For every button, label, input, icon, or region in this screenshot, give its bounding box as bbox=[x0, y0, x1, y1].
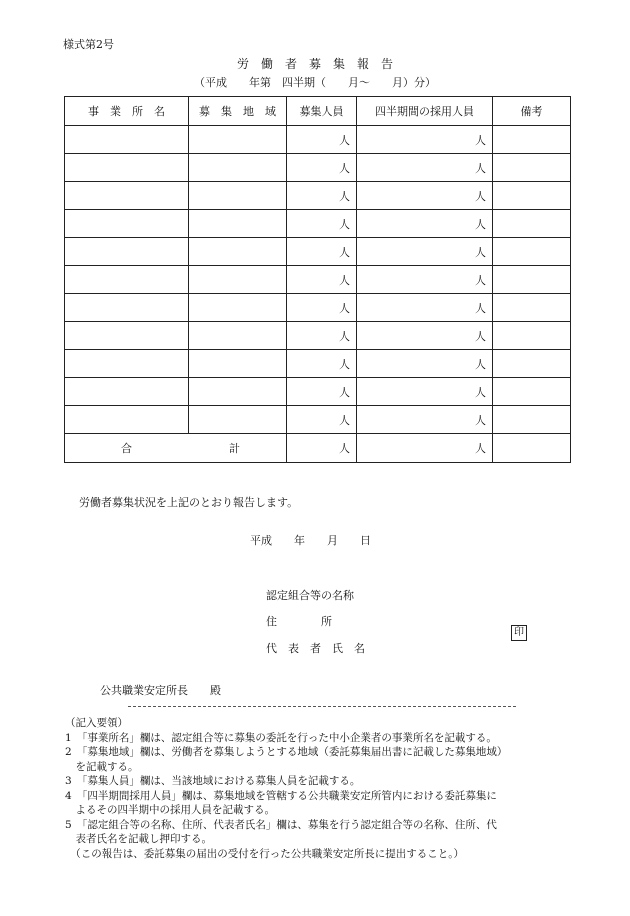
table-row bbox=[65, 322, 571, 350]
remarks-cell[interactable] bbox=[493, 126, 571, 154]
instruction-line: 3 「募集人員」欄は、当該地域における募集人員を記載する。 bbox=[65, 775, 361, 787]
table-row bbox=[65, 154, 571, 182]
hired-cell[interactable]: 人 bbox=[357, 210, 493, 238]
remarks-cell[interactable] bbox=[493, 294, 571, 322]
table-row bbox=[65, 378, 571, 406]
representative-label: 代 表 者 氏 名 bbox=[266, 642, 365, 655]
area-cell[interactable] bbox=[189, 266, 287, 294]
seal-mark: 印 bbox=[511, 625, 527, 641]
remarks-cell[interactable] bbox=[493, 210, 571, 238]
hired-cell[interactable]: 人 bbox=[357, 266, 493, 294]
office-cell[interactable] bbox=[65, 378, 189, 406]
remarks-cell[interactable] bbox=[493, 182, 571, 210]
area-cell[interactable] bbox=[189, 406, 287, 434]
hired-cell[interactable]: 人 bbox=[357, 294, 493, 322]
table-row bbox=[65, 266, 571, 294]
hired-cell[interactable]: 人 bbox=[357, 322, 493, 350]
total-label-cell bbox=[65, 434, 287, 463]
remarks-cell[interactable] bbox=[493, 238, 571, 266]
area-cell[interactable] bbox=[189, 294, 287, 322]
dashed-divider bbox=[128, 706, 516, 707]
total-label-left: 合 bbox=[121, 442, 132, 455]
office-cell[interactable] bbox=[65, 126, 189, 154]
instruction-line: 1 「事業所名」欄は、認定組合等に募集の委託を行った中小企業者の事業所名を記載する。 bbox=[65, 731, 497, 744]
area-cell[interactable] bbox=[189, 182, 287, 210]
report-statement: 労働者募集状況を上記のとおり報告します。 bbox=[79, 496, 299, 509]
instruction-line: 5 「認定組合等の名称、住所、代表者氏名」欄は、募集を行う認定組合等の名称、住所、代 bbox=[65, 818, 497, 831]
area-cell[interactable] bbox=[189, 154, 287, 182]
table-row bbox=[65, 210, 571, 238]
recruits-cell[interactable]: 人 bbox=[287, 406, 357, 434]
office-cell[interactable] bbox=[65, 182, 189, 210]
table-row bbox=[65, 350, 571, 378]
office-cell[interactable] bbox=[65, 406, 189, 434]
hired-cell[interactable]: 人 bbox=[357, 126, 493, 154]
table-row bbox=[65, 182, 571, 210]
remarks-cell[interactable] bbox=[493, 266, 571, 294]
office-cell[interactable] bbox=[65, 322, 189, 350]
document-title: 労 働 者 募 集 報 告 bbox=[236, 57, 393, 71]
hired-cell[interactable]: 人 bbox=[357, 350, 493, 378]
col-header-hired: 四半期間の採用人員 bbox=[357, 97, 493, 126]
instruction-line: よるその四半期中の採用人員を記載する。 bbox=[65, 804, 275, 816]
total-label-right: 計 bbox=[229, 442, 240, 455]
address-label: 住 所 bbox=[266, 615, 332, 628]
form-number: 様式第2号 bbox=[63, 38, 114, 51]
addressee: 公共職業安定所長 殿 bbox=[100, 684, 221, 697]
instruction-line: （記入要領） bbox=[65, 717, 128, 729]
col-header-office: 事 業 所 名 bbox=[65, 97, 189, 126]
area-cell[interactable] bbox=[189, 350, 287, 378]
table-row bbox=[65, 294, 571, 322]
instruction-line: 2 「募集地域」欄は、労働者を募集しようとする地域（委託募集届出書に記載した募集地域） bbox=[65, 746, 508, 758]
area-cell[interactable] bbox=[189, 322, 287, 350]
recruits-cell[interactable]: 人 bbox=[287, 238, 357, 266]
instructions bbox=[65, 716, 507, 861]
remarks-cell[interactable] bbox=[493, 406, 571, 434]
table-row bbox=[65, 238, 571, 266]
hired-cell[interactable]: 人 bbox=[357, 406, 493, 434]
date-line: 平成 年 月 日 bbox=[250, 534, 371, 547]
remarks-cell[interactable] bbox=[493, 322, 571, 350]
remarks-cell[interactable] bbox=[493, 378, 571, 406]
area-cell[interactable] bbox=[189, 238, 287, 266]
recruits-cell[interactable]: 人 bbox=[287, 322, 357, 350]
org-name-label: 認定組合等の名称 bbox=[266, 589, 354, 602]
col-header-recruits: 募集人員 bbox=[287, 97, 357, 126]
office-cell[interactable] bbox=[65, 210, 189, 238]
col-header-area: 募 集 地 域 bbox=[189, 97, 287, 126]
office-cell[interactable] bbox=[65, 294, 189, 322]
hired-cell[interactable]: 人 bbox=[357, 238, 493, 266]
remarks-cell[interactable] bbox=[493, 154, 571, 182]
office-cell[interactable] bbox=[65, 266, 189, 294]
recruits-cell[interactable]: 人 bbox=[287, 266, 357, 294]
col-header-remarks: 備考 bbox=[493, 97, 571, 126]
recruits-cell[interactable]: 人 bbox=[287, 126, 357, 154]
recruits-cell[interactable]: 人 bbox=[287, 350, 357, 378]
hired-cell[interactable]: 人 bbox=[357, 378, 493, 406]
office-cell[interactable] bbox=[65, 350, 189, 378]
recruits-cell[interactable]: 人 bbox=[287, 154, 357, 182]
recruitment-table bbox=[64, 96, 571, 463]
instruction-line: （この報告は、委託募集の届出の受付を行った公共職業安定所長に提出すること。） bbox=[65, 847, 464, 860]
remarks-cell[interactable] bbox=[493, 350, 571, 378]
office-cell[interactable] bbox=[65, 238, 189, 266]
total-row bbox=[65, 434, 571, 463]
instruction-line: 表者氏名を記載し押印する。 bbox=[65, 833, 212, 845]
total-remarks-cell[interactable] bbox=[493, 434, 571, 463]
recruits-cell[interactable]: 人 bbox=[287, 182, 357, 210]
office-cell[interactable] bbox=[65, 154, 189, 182]
table-row bbox=[65, 406, 571, 434]
recruits-cell[interactable]: 人 bbox=[287, 210, 357, 238]
instruction-line: を記載する。 bbox=[65, 760, 139, 773]
table-row bbox=[65, 126, 571, 154]
document-subtitle: （平成 年第 四半期（ 月～ 月）分） bbox=[194, 76, 436, 89]
total-hired-cell[interactable]: 人 bbox=[357, 434, 493, 463]
hired-cell[interactable]: 人 bbox=[357, 154, 493, 182]
hired-cell[interactable]: 人 bbox=[357, 182, 493, 210]
total-recruits-cell[interactable]: 人 bbox=[287, 434, 357, 463]
area-cell[interactable] bbox=[189, 378, 287, 406]
area-cell[interactable] bbox=[189, 210, 287, 238]
instruction-line: 4 「四半期間採用人員」欄は、募集地域を管轄する公共職業安定所管内における委託募集に bbox=[65, 789, 497, 802]
area-cell[interactable] bbox=[189, 126, 287, 154]
table-header-row bbox=[65, 97, 571, 126]
recruits-cell[interactable]: 人 bbox=[287, 378, 357, 406]
recruits-cell[interactable]: 人 bbox=[287, 294, 357, 322]
